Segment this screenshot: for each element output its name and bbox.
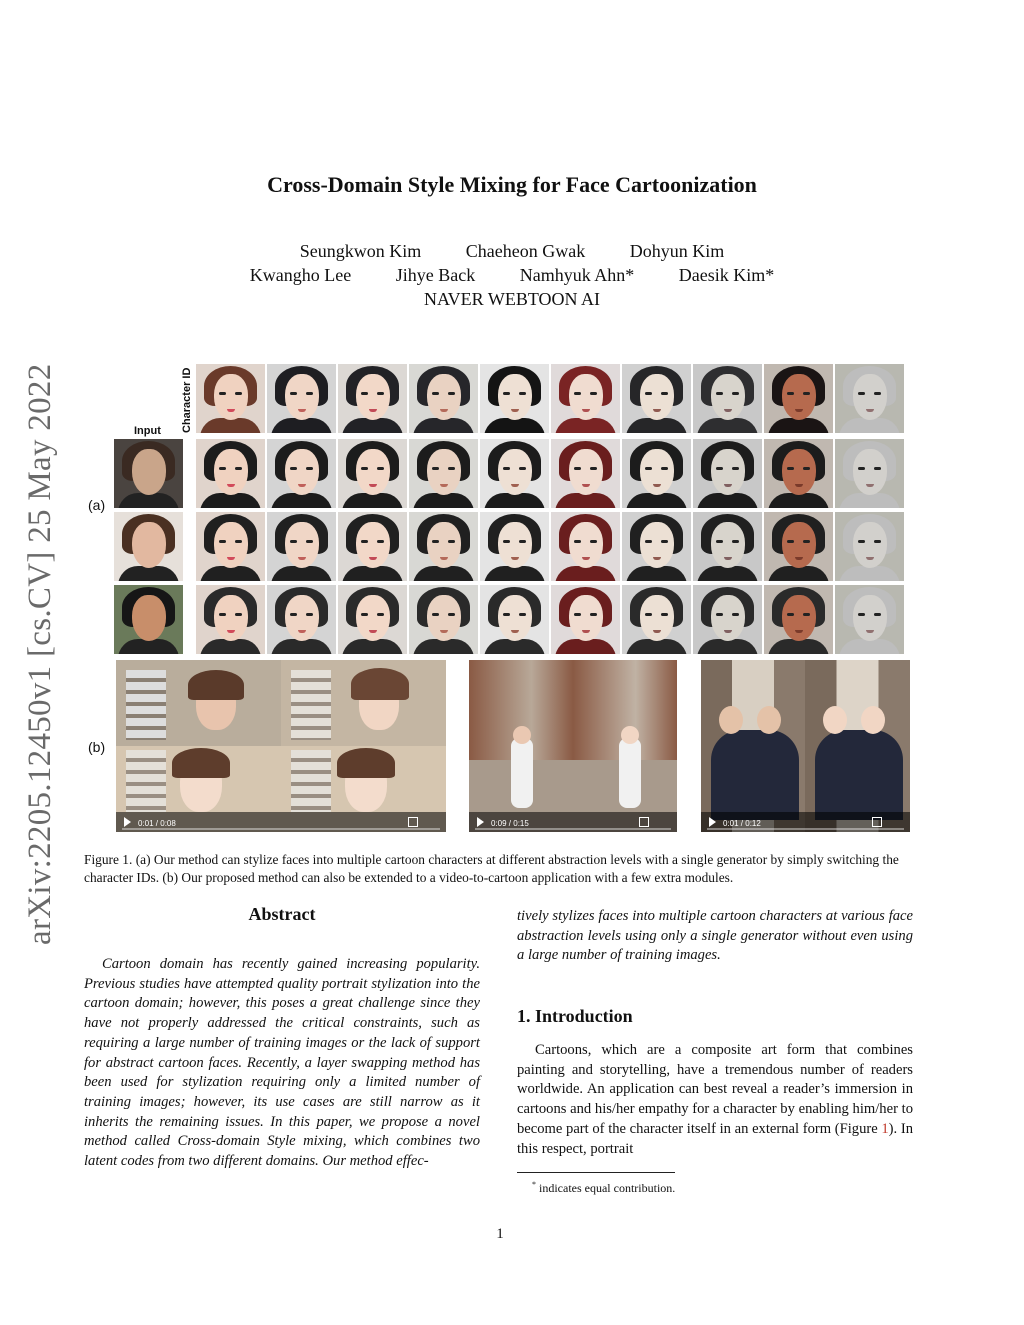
- footnote: [532, 1180, 675, 1196]
- intro-text-part: Cartoons, which are a composite art form that combines painting and storytelling, have a tremendous number of readers worldwide. An application can best reveal a reader’s immersion in cartoons and his/her empathy for a character by enabling him/her to become part of the character itself in an external form (Figure: [517, 1042, 913, 1137]
- cartoon-face-image: [693, 439, 762, 508]
- input-photo: [114, 585, 183, 654]
- page-number: 1: [496, 1226, 504, 1242]
- video-player-3[interactable]: [701, 660, 910, 832]
- cartoon-face-image: [835, 512, 904, 581]
- video-timestamp: 0:01 / 0:12: [723, 819, 761, 828]
- cartoon-face-image: [409, 439, 478, 508]
- video-player-1[interactable]: [116, 660, 446, 832]
- video-controls: [116, 812, 446, 832]
- cartoon-face-image: [480, 585, 549, 654]
- author-name: Seungkwon Kim: [299, 241, 422, 261]
- section-heading-introduction: 1. Introduction: [517, 1006, 633, 1026]
- author-name: Kwangho Lee: [249, 265, 352, 285]
- cartoon-face-image: [267, 364, 336, 433]
- cartoon-face-image: [835, 585, 904, 654]
- cartoon-face-image: [409, 512, 478, 581]
- cartoon-face-image: [196, 585, 265, 654]
- cartoon-face-image: [409, 585, 478, 654]
- footnote-rule: [517, 1172, 675, 1173]
- cartoon-face-image: [480, 512, 549, 581]
- input-photo: [114, 512, 183, 581]
- video-timestamp: 0:01 / 0:08: [138, 819, 176, 828]
- cartoon-face-image: [551, 512, 620, 581]
- input-photo: [114, 439, 183, 508]
- video-frame: [281, 660, 446, 746]
- fullscreen-icon[interactable]: [872, 817, 882, 827]
- cartoon-face-image: [693, 512, 762, 581]
- author-name: Chaeheon Gwak: [465, 241, 586, 261]
- fullscreen-icon[interactable]: [639, 817, 649, 827]
- author-name: Namhyuk Ahn*: [519, 265, 635, 285]
- cartoon-face-image: [196, 364, 265, 433]
- cartoon-face-image: [551, 439, 620, 508]
- video-progress-bar[interactable]: [707, 828, 904, 830]
- video-progress-bar[interactable]: [122, 828, 440, 830]
- play-icon[interactable]: [477, 817, 484, 827]
- cartoon-face-image: [835, 439, 904, 508]
- footnote-text: indicates equal contribution.: [539, 1181, 676, 1195]
- cartoon-face-image: [693, 364, 762, 433]
- figure-label-b: (b): [88, 739, 106, 755]
- cartoon-face-image: [338, 439, 407, 508]
- figure-label-a: (a): [88, 497, 106, 513]
- paper-title: Cross-Domain Style Mixing for Face Cartoonization: [267, 172, 757, 197]
- cartoon-face-image: [196, 512, 265, 581]
- cartoon-face-image: [622, 439, 691, 508]
- abstract-text: Cartoon domain has recently gained increasing popularity. Previous studies have attempted quality portrait stylization into the cartoon domain; however, this poses a great challenge since they have not properly addressed the critical constraints, such as requiring a large number of training images or the lack of support for abstract cartoon faces. Recently, a layer swapping method has been used for stylization requiring only a limited number of training images; however, its use cases are still narrow as it inherits the remaining issues. In this paper, we propose a novel method called Cross-domain Style mixing, which combines two latent codes from two different domains. Our method effec-: [84, 956, 480, 1170]
- abstract-heading: Abstract: [248, 904, 316, 924]
- author-line-2: [0, 265, 1024, 286]
- cartoon-face-image: [480, 364, 549, 433]
- abstract-text-continued: tively stylizes faces into multiple cartoon characters at various face abstraction levels using only a single generator without even using a large number of training images.: [517, 908, 913, 964]
- cartoon-face-image: [338, 585, 407, 654]
- cartoon-face-image: [196, 439, 265, 508]
- author-name: Daesik Kim*: [678, 265, 775, 285]
- cartoon-face-image: [551, 364, 620, 433]
- cartoon-face-image: [622, 512, 691, 581]
- footnote-mark: *: [532, 1180, 536, 1189]
- cartoon-face-image: [622, 585, 691, 654]
- cartoon-face-image: [267, 512, 336, 581]
- cartoon-face-image: [622, 364, 691, 433]
- figure-caption: Figure 1. (a) Our method can stylize faces into multiple cartoon characters at different abstraction levels with a single generator by simply switching the character IDs. (b) Our proposed method can also be extended to a video-to-cartoon application with a few extra modules.: [84, 852, 899, 885]
- author-name: Dohyun Kim: [629, 241, 725, 261]
- cartoon-face-image: [551, 585, 620, 654]
- video-frame: [116, 660, 281, 746]
- figure-label-character-id: Character ID: [181, 367, 193, 433]
- figure-reference-link[interactable]: 1: [881, 1120, 889, 1137]
- cartoon-face-image: [267, 585, 336, 654]
- play-icon[interactable]: [124, 817, 131, 827]
- introduction-text: [517, 1041, 913, 1159]
- cartoon-face-image: [480, 439, 549, 508]
- arxiv-identifier: arXiv:2205.12450v1 [cs.CV] 25 May 2022: [22, 363, 58, 945]
- fullscreen-icon[interactable]: [408, 817, 418, 827]
- play-icon[interactable]: [709, 817, 716, 827]
- cartoon-face-image: [338, 364, 407, 433]
- cartoon-face-image: [835, 364, 904, 433]
- cartoon-face-image: [267, 439, 336, 508]
- video-progress-bar[interactable]: [475, 828, 671, 830]
- cartoon-face-image: [764, 585, 833, 654]
- figure-label-input: Input: [134, 425, 161, 437]
- cartoon-face-image: [409, 364, 478, 433]
- video-timestamp: 0:09 / 0:15: [491, 819, 529, 828]
- affiliation: NAVER WEBTOON AI: [423, 289, 600, 309]
- intro-text-part: ). In this respect, portrait: [517, 1120, 913, 1157]
- cartoon-face-image: [693, 585, 762, 654]
- video-controls: [701, 812, 910, 832]
- author-name: Jihye Back: [395, 265, 476, 285]
- video-controls: [469, 812, 677, 832]
- cartoon-face-image: [338, 512, 407, 581]
- cartoon-face-image: [764, 512, 833, 581]
- author-line-1: [0, 241, 1024, 262]
- cartoon-face-image: [764, 439, 833, 508]
- video-player-2[interactable]: [469, 660, 677, 832]
- cartoon-face-image: [764, 364, 833, 433]
